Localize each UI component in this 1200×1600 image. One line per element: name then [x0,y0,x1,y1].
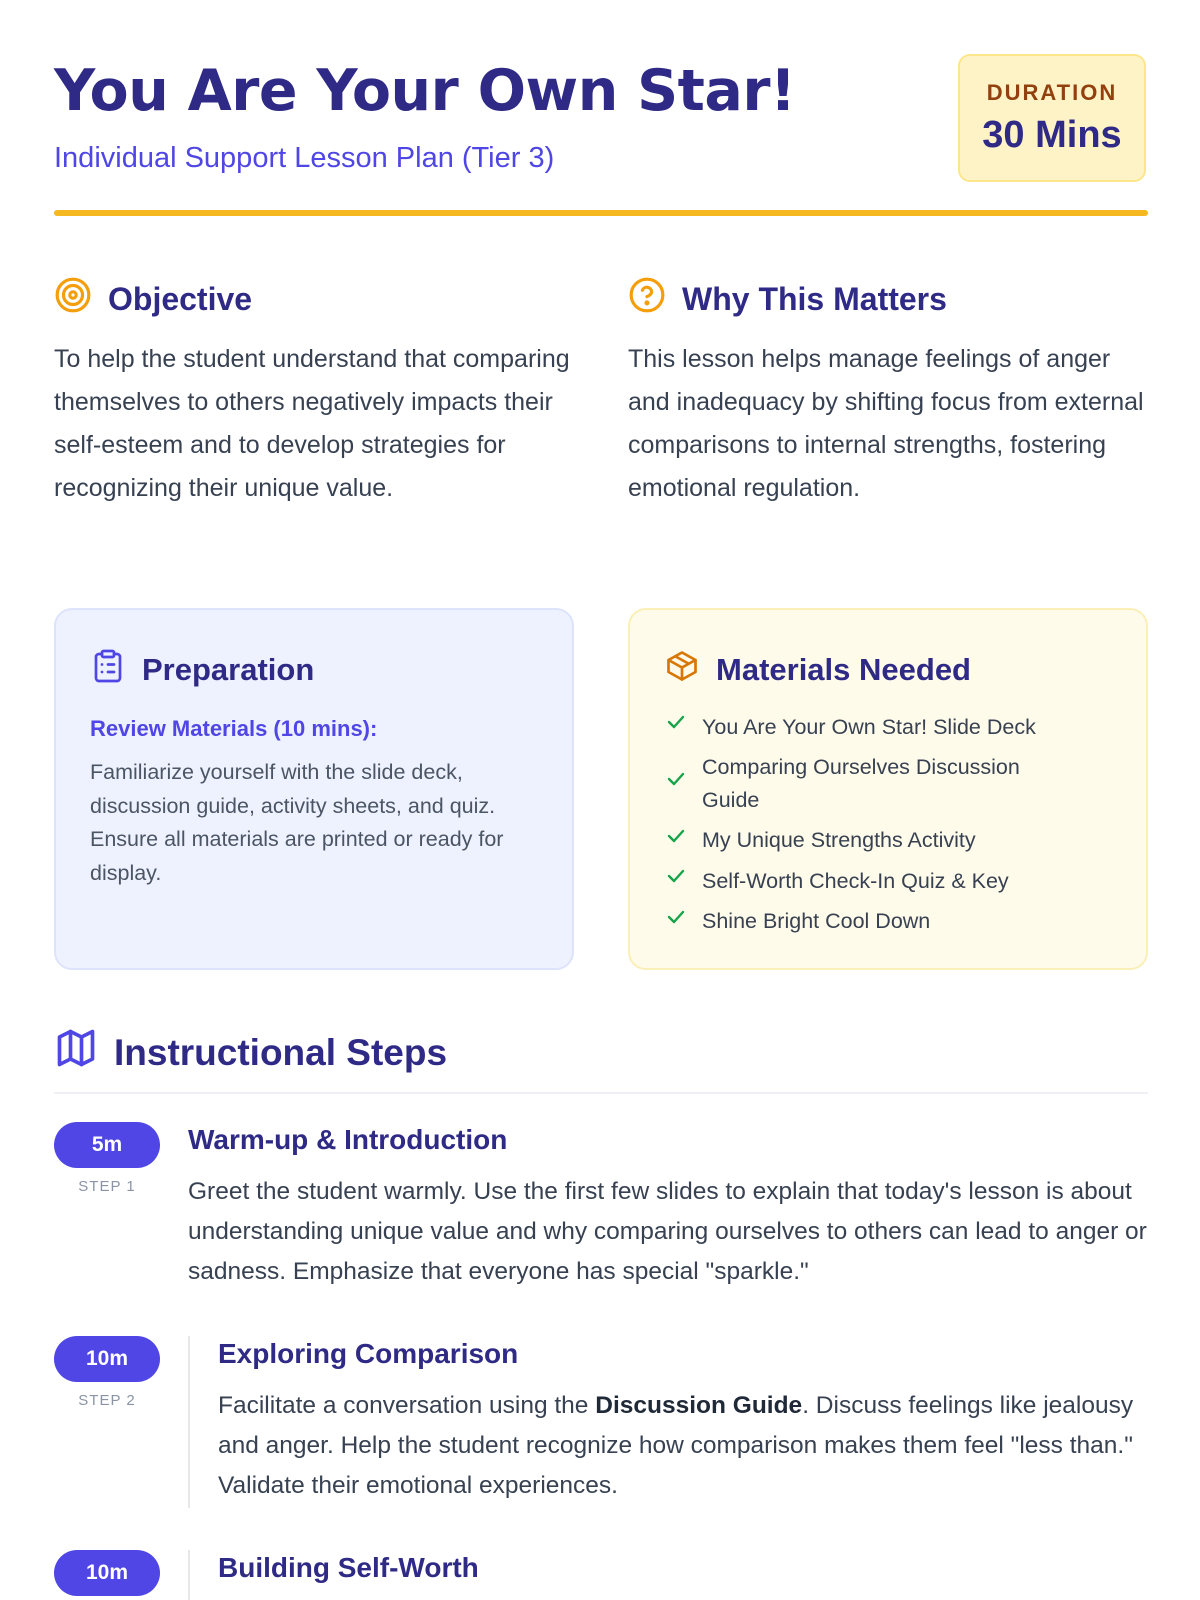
step-item [54,1550,1148,1600]
step-item [54,1122,1148,1292]
step-number-label: STEP 2 [78,1392,136,1409]
steps-heading-label: Instructional Steps [114,1031,448,1073]
steps-divider [54,1092,1148,1094]
why-heading [628,276,947,322]
list-item [664,864,1124,899]
step-title: Exploring Comparison [218,1338,519,1369]
step-duration-pill: 5m [54,1122,160,1168]
preparation-subheading: Review Materials (10 mins): [90,716,378,741]
why-text: This lesson helps manage feelings of anger and inadequacy by shifting focus from external comparisons to internal strengths, fostering emotional regulation. [628,345,1144,502]
material-label: You Are Your Own Star! Slide Deck [702,714,1036,739]
preparation-heading-label: Preparation [142,652,315,687]
step-number-label: STEP 1 [78,1178,136,1195]
preparation-heading [90,648,314,692]
target-icon [54,276,92,322]
question-circle-icon [628,276,666,322]
material-label: Self-Worth Check-In Quiz & Key [702,868,1009,893]
package-icon [664,648,700,692]
page-subtitle: Individual Support Lesson Plan (Tier 3) [54,142,555,174]
list-item [664,905,1124,940]
material-label: My Unique Strengths Activity [702,828,976,852]
check-icon [664,767,688,802]
step-title: Warm-up & Introduction [188,1124,508,1155]
clipboard-icon [90,648,126,692]
materials-card [628,608,1148,970]
material-label: Shine Bright Cool Down [702,909,931,933]
list-item [664,710,1124,745]
page-title: You Are Your Own Star! [54,58,796,124]
step-item [54,1336,1148,1506]
step-text-part: . Discuss feelings like jealousy and anger. Help the student recognize how comparison makes them feel "less than." Validate their emotional experiences. [218,1392,1134,1499]
check-icon [664,864,688,899]
step-title: Building Self-Worth [218,1552,479,1583]
preparation-text: Familiarize yourself with the slide deck, discussion guide, activity sheets, and quiz. Ensure all materials are printed or ready for display. [90,760,504,885]
step-description [218,1386,1148,1506]
list-item [664,751,1124,818]
step-text-emphasis: Discussion Guide [595,1392,803,1419]
materials-list [664,710,1124,945]
step-duration-pill: 10m [54,1550,160,1596]
step-duration-pill: 10m [54,1336,160,1382]
check-icon [664,824,688,859]
objective-heading-label: Objective [108,280,253,317]
step-connector [188,1336,190,1508]
list-item [664,824,1124,859]
objective-heading [54,276,252,322]
step-text-part: Facilitate a conversation using the [218,1392,596,1419]
duration-value: 30 Mins [982,114,1122,156]
header-divider [54,210,1148,216]
objective-text: To help the student understand that comparing themselves to others negatively impacts their self-esteem and to develop strategies for recognizing their unique value. [54,345,570,502]
steps-heading [54,1026,447,1079]
why-heading-label: Why This Matters [682,280,947,317]
preparation-card [54,608,574,970]
materials-heading [664,648,971,692]
materials-heading-label: Materials Needed [716,652,971,687]
step-connector [188,1550,190,1600]
map-icon [54,1026,98,1079]
duration-label: DURATION [986,80,1118,105]
check-icon [664,905,688,940]
material-label: Comparing Ourselves Discussion Guide [702,754,1020,812]
step-description: Greet the student warmly. Use the first few slides to explain that today's lesson is about understanding unique value and why comparing ourselves to others can lead to anger or sadness. Emphasize that everyone has special "sparkle." [188,1178,1147,1285]
duration-badge [958,54,1146,182]
check-icon [664,710,688,745]
